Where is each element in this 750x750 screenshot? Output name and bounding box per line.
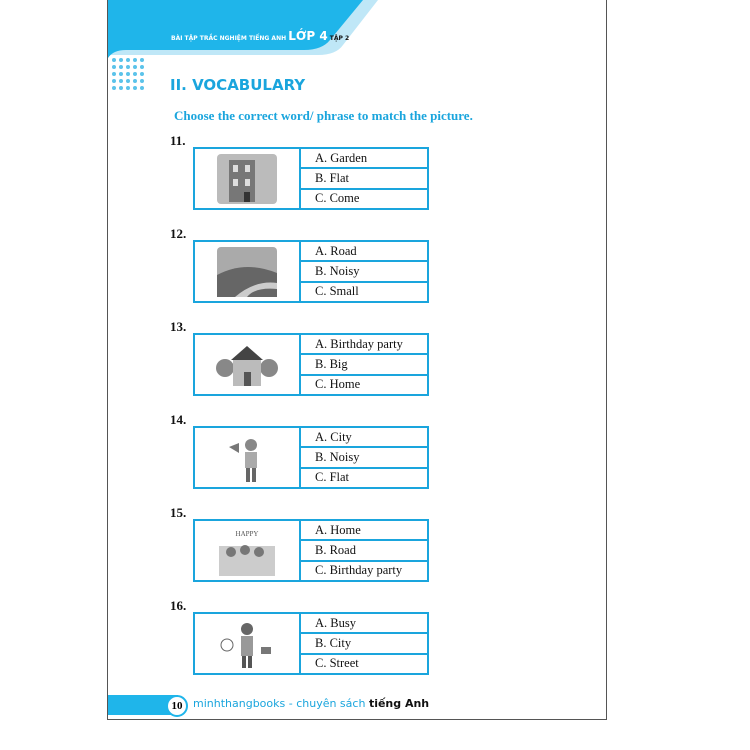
house-with-trees-picture — [195, 335, 301, 394]
question-table — [193, 240, 429, 303]
question-16 — [170, 598, 359, 671]
option-c[interactable]: C. Flat — [301, 467, 427, 487]
option-b[interactable]: B. Noisy — [301, 446, 427, 466]
option-c[interactable]: C. Home — [301, 374, 427, 394]
question-12 — [170, 226, 360, 299]
question-table — [193, 426, 429, 489]
option-a[interactable]: A. Garden — [315, 150, 368, 165]
question-number: 12. — [170, 226, 187, 241]
option-b[interactable]: B. City — [301, 632, 427, 652]
option-b[interactable]: B. Noisy — [301, 260, 427, 280]
header-title — [171, 29, 349, 43]
grade-label: LỚP 4 — [288, 29, 328, 43]
option-a[interactable]: A. Busy — [315, 615, 356, 630]
instruction-text: Choose the correct word/ phrase to match the picture. — [174, 108, 473, 123]
option-a[interactable]: A. Road — [315, 243, 357, 258]
question-table — [193, 612, 429, 675]
question-14 — [170, 412, 360, 485]
option-c[interactable]: C. Birthday party — [301, 560, 427, 580]
question-table — [193, 333, 429, 396]
question-15 — [170, 505, 403, 578]
workbook-page — [107, 0, 607, 720]
question-11 — [170, 133, 368, 206]
option-b[interactable]: B. Flat — [301, 167, 427, 187]
question-table — [193, 147, 429, 210]
question-number: 16. — [170, 598, 187, 613]
question-number: 14. — [170, 412, 187, 427]
series-title: BÀI TẬP TRẮC NGHIỆM TIẾNG ANH — [171, 35, 287, 42]
dot-pattern-decoration — [112, 58, 147, 93]
option-c[interactable]: C. Come — [301, 188, 427, 208]
option-c[interactable]: C. Street — [301, 653, 427, 673]
question-number: 11. — [170, 133, 186, 148]
volume-label: TẬP 2 — [329, 35, 350, 42]
option-a[interactable]: A. Home — [315, 522, 361, 537]
option-a[interactable]: A. Birthday party — [315, 336, 403, 351]
brand-text: minhthangbooks - chuyên sách — [193, 697, 366, 710]
boy-with-megaphone-picture — [195, 428, 301, 487]
option-b[interactable]: B. Road — [301, 539, 427, 559]
countryside-road-picture — [195, 242, 301, 301]
question-13 — [170, 319, 403, 392]
option-a[interactable]: A. City — [315, 429, 352, 444]
svg-text:HAPPY: HAPPY — [235, 529, 259, 538]
page-number: 10 — [166, 695, 188, 717]
section-title: II. VOCABULARY — [170, 76, 306, 94]
question-number: 15. — [170, 505, 187, 520]
busy-woman-picture — [195, 614, 301, 673]
brand-bold-text: tiếng Anh — [368, 697, 430, 710]
question-number: 13. — [170, 319, 187, 334]
option-b[interactable]: B. Big — [301, 353, 427, 373]
option-c[interactable]: C. Small — [301, 281, 427, 301]
birthday-party-picture — [195, 521, 301, 580]
footer-brand — [193, 697, 429, 710]
apartment-building-picture — [195, 149, 301, 208]
question-table — [193, 519, 429, 582]
